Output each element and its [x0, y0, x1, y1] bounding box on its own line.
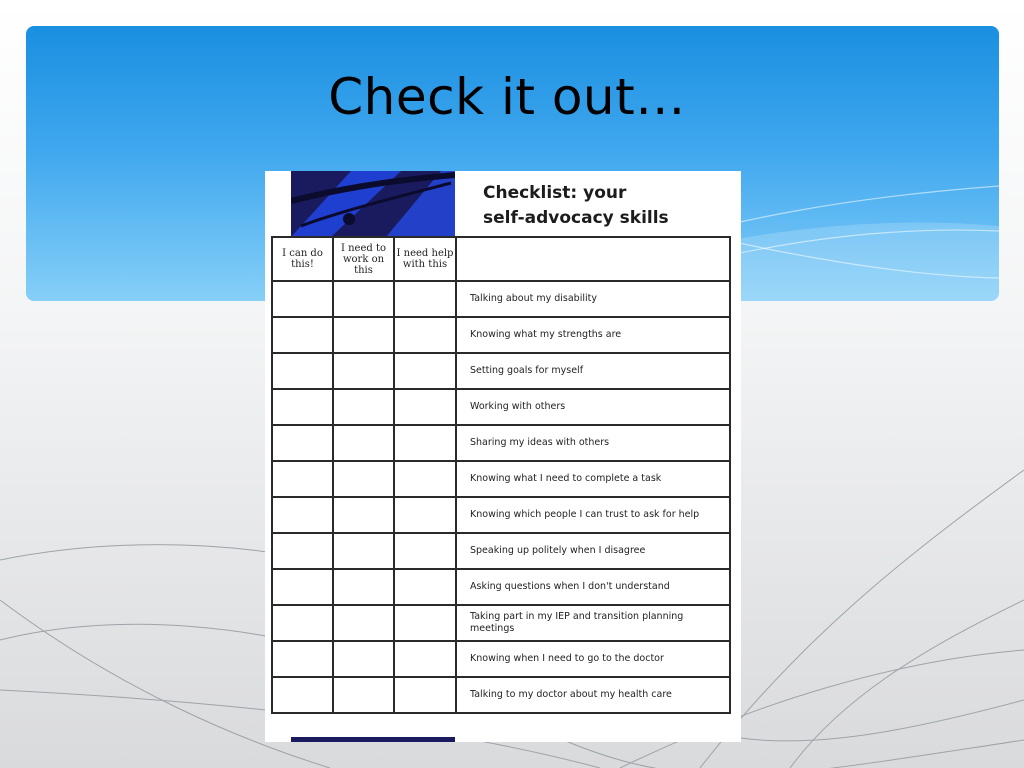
table-row [272, 389, 730, 425]
checkbox-cell[interactable] [333, 389, 394, 425]
table-row [272, 425, 730, 461]
column-header-can-do: I can do this! [272, 237, 333, 281]
checkbox-cell[interactable] [394, 317, 456, 353]
checkbox-cell[interactable] [394, 389, 456, 425]
table-row [272, 353, 730, 389]
skill-label: Talking about my disability [456, 281, 730, 317]
checkbox-cell[interactable] [394, 461, 456, 497]
table-row [272, 641, 730, 677]
skills-checklist-table [271, 236, 731, 714]
checkbox-cell[interactable] [333, 641, 394, 677]
checkbox-cell[interactable] [333, 353, 394, 389]
checkbox-cell[interactable] [272, 281, 333, 317]
checkbox-cell[interactable] [272, 425, 333, 461]
checkbox-cell[interactable] [333, 569, 394, 605]
table-row [272, 533, 730, 569]
worksheet-footer-strip [291, 737, 455, 742]
header-row [272, 237, 730, 281]
checkbox-cell[interactable] [272, 317, 333, 353]
checkbox-cell[interactable] [272, 461, 333, 497]
skill-label: Speaking up politely when I disagree [456, 533, 730, 569]
checkbox-cell[interactable] [272, 497, 333, 533]
checkbox-cell[interactable] [333, 461, 394, 497]
checkbox-cell[interactable] [333, 533, 394, 569]
checkbox-cell[interactable] [333, 317, 394, 353]
table-row [272, 605, 730, 641]
checkbox-cell[interactable] [333, 605, 394, 641]
checkbox-cell[interactable] [272, 569, 333, 605]
table-row [272, 497, 730, 533]
skill-label: Taking part in my IEP and transition planning meetings [456, 605, 730, 641]
skill-label: Knowing which people I can trust to ask for help [456, 497, 730, 533]
table-row [272, 281, 730, 317]
checkbox-cell[interactable] [272, 677, 333, 713]
skill-label: Knowing when I need to go to the doctor [456, 641, 730, 677]
table-row [272, 461, 730, 497]
slide-title: Check it out… [328, 68, 686, 126]
checkbox-cell[interactable] [272, 533, 333, 569]
checkbox-cell[interactable] [333, 497, 394, 533]
worksheet-title [483, 181, 733, 231]
skill-label: Knowing what my strengths are [456, 317, 730, 353]
checkbox-cell[interactable] [394, 533, 456, 569]
checkbox-cell[interactable] [394, 641, 456, 677]
table-row [272, 569, 730, 605]
checkbox-cell[interactable] [272, 353, 333, 389]
checkbox-cell[interactable] [272, 605, 333, 641]
table-row [272, 317, 730, 353]
worksheet-title-line-2: self-advocacy skills [483, 208, 669, 228]
checkbox-cell[interactable] [394, 677, 456, 713]
checkbox-cell[interactable] [394, 569, 456, 605]
checkbox-cell[interactable] [272, 641, 333, 677]
table-row [272, 677, 730, 713]
checkbox-cell[interactable] [272, 389, 333, 425]
checkbox-cell[interactable] [394, 605, 456, 641]
checkbox-cell[interactable] [394, 497, 456, 533]
skill-label: Sharing my ideas with others [456, 425, 730, 461]
column-header-skill [456, 237, 730, 281]
checkbox-cell[interactable] [333, 677, 394, 713]
checkbox-cell[interactable] [394, 425, 456, 461]
skill-label: Talking to my doctor about my health care [456, 677, 730, 713]
skill-label: Working with others [456, 389, 730, 425]
skill-label: Setting goals for myself [456, 353, 730, 389]
checklist-worksheet-image [265, 171, 741, 742]
checkbox-cell[interactable] [333, 281, 394, 317]
checkbox-cell[interactable] [333, 425, 394, 461]
column-header-need-help: I need help with this [394, 237, 456, 281]
checkbox-cell[interactable] [394, 353, 456, 389]
worksheet-title-line-1: Checklist: your [483, 183, 627, 203]
column-header-work-on: I need to work on this [333, 237, 394, 281]
skill-label: Knowing what I need to complete a task [456, 461, 730, 497]
skill-label: Asking questions when I don't understand [456, 569, 730, 605]
worksheet-header-artwork [291, 171, 455, 237]
checkbox-cell[interactable] [394, 281, 456, 317]
